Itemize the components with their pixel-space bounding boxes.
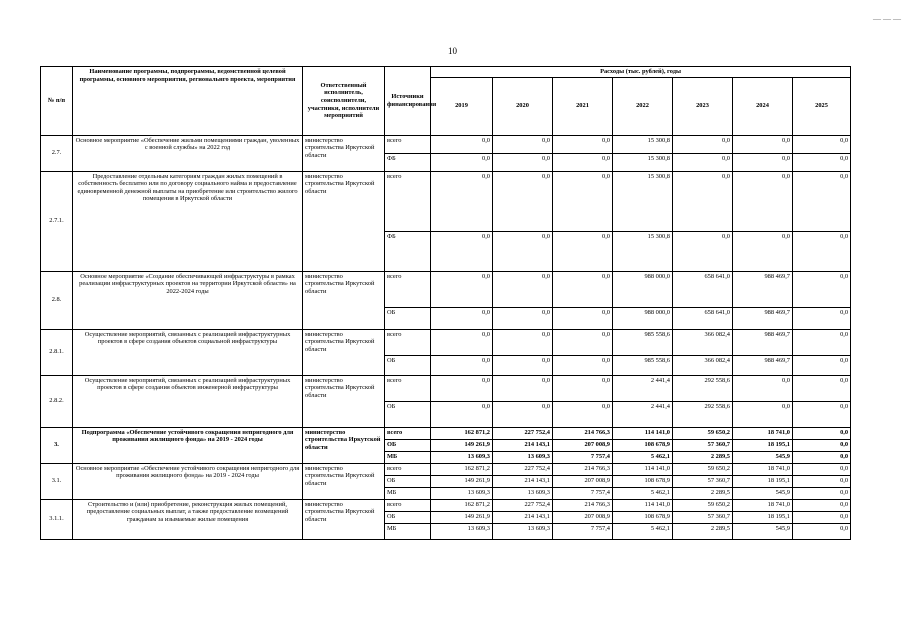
row-value: 207 008,9: [553, 475, 613, 487]
row-value: 0,0: [493, 401, 553, 427]
row-name: Основное мероприятие «Обеспечение устойчивого сокращения непригодного для проживания жилищного фонда» на 2019 - 2024 годы: [73, 463, 303, 499]
row-source: ФБ: [385, 153, 431, 171]
row-value: 985 558,6: [613, 329, 673, 355]
header-year: 2024: [733, 77, 793, 135]
table-row: [41, 271, 851, 307]
row-responsible: министерство строительства Иркутской области: [303, 375, 385, 427]
row-value: 0,0: [793, 511, 851, 523]
row-source: всего: [385, 135, 431, 153]
row-value: 15 300,8: [613, 171, 673, 231]
row-value: 162 871,2: [431, 499, 493, 511]
row-source: всего: [385, 171, 431, 231]
row-value: 988 000,0: [613, 307, 673, 329]
row-value: 0,0: [553, 329, 613, 355]
row-source: ОБ: [385, 511, 431, 523]
row-source: всего: [385, 463, 431, 475]
row-value: 108 678,9: [613, 439, 673, 451]
row-value: 0,0: [793, 523, 851, 539]
row-value: 18 195,1: [733, 439, 793, 451]
row-value: 59 650,2: [673, 463, 733, 475]
row-value: 207 008,9: [553, 439, 613, 451]
table-row: [41, 329, 851, 355]
row-value: 988 469,7: [733, 271, 793, 307]
row-value: 57 360,7: [673, 439, 733, 451]
row-value: 985 558,6: [613, 355, 673, 375]
row-value: 0,0: [673, 231, 733, 271]
row-value: 214 143,1: [493, 439, 553, 451]
row-value: 0,0: [793, 153, 851, 171]
row-value: 7 757,4: [553, 487, 613, 499]
row-value: 13 609,3: [431, 523, 493, 539]
row-responsible: министерство строительства Иркутской области: [303, 499, 385, 539]
row-value: 0,0: [793, 427, 851, 439]
row-value: 366 082,4: [673, 355, 733, 375]
row-value: 15 300,8: [613, 153, 673, 171]
row-value: 545,9: [733, 523, 793, 539]
row-value: 0,0: [493, 135, 553, 153]
row-value: 114 141,0: [613, 463, 673, 475]
row-source: всего: [385, 375, 431, 401]
header-year: 2021: [553, 77, 613, 135]
header-num: № п/п: [41, 67, 73, 136]
row-number: 2.8.1.: [41, 329, 73, 375]
row-value: 207 008,9: [553, 511, 613, 523]
row-value: 0,0: [493, 271, 553, 307]
row-value: 114 141,0: [613, 427, 673, 439]
row-value: 7 757,4: [553, 451, 613, 463]
row-source: ОБ: [385, 355, 431, 375]
row-number: 3.: [41, 427, 73, 463]
row-value: 0,0: [493, 153, 553, 171]
row-name: Подпрограмма «Обеспечение устойчивого сокращения непригодного для проживания жилищного фонда» на 2019 - 2024 годы: [73, 427, 303, 463]
row-value: 0,0: [793, 355, 851, 375]
row-value: 0,0: [793, 329, 851, 355]
row-value: 0,0: [733, 171, 793, 231]
row-name: Осуществление мероприятий, связанных с реализацией инфраструктурных проектов в сфере создания объектов социальной инфраструктуры: [73, 329, 303, 375]
row-value: 988 469,7: [733, 329, 793, 355]
row-source: всего: [385, 271, 431, 307]
row-value: 0,0: [793, 231, 851, 271]
row-value: 15 300,8: [613, 231, 673, 271]
row-value: 0,0: [553, 135, 613, 153]
row-value: 2 441,4: [613, 375, 673, 401]
row-value: 0,0: [553, 401, 613, 427]
row-source: ОБ: [385, 475, 431, 487]
row-number: 2.7.1.: [41, 171, 73, 271]
row-name: Основное мероприятие «Создание обеспечивающей инфраструктуры в рамках реализации инфраструктурных проектов на территории Иркутской области» на 2022-2024 годы: [73, 271, 303, 329]
row-source: МБ: [385, 451, 431, 463]
row-responsible: министерство строительства Иркутской области: [303, 463, 385, 499]
row-value: 0,0: [431, 153, 493, 171]
row-value: 149 261,9: [431, 439, 493, 451]
row-number: 3.1.1.: [41, 499, 73, 539]
table-row: [41, 171, 851, 231]
row-value: 0,0: [493, 355, 553, 375]
row-value: 13 609,3: [493, 487, 553, 499]
page-number: 10: [448, 46, 457, 56]
header-year: 2022: [613, 77, 673, 135]
row-value: 0,0: [431, 307, 493, 329]
row-value: 0,0: [793, 307, 851, 329]
row-value: 0,0: [493, 307, 553, 329]
header-year: 2019: [431, 77, 493, 135]
row-name: Осуществление мероприятий, связанных с реализацией инфраструктурных проектов в сфере создания объектов инженерной инфраструктуры: [73, 375, 303, 427]
row-value: 0,0: [553, 307, 613, 329]
row-source: ОБ: [385, 439, 431, 451]
row-name: Строительство и (или) приобретение, реконструкция жилых помещений, предоставление социальных выплат, а также предоставление возмещений гражданам за изымаемые жилые помещения: [73, 499, 303, 539]
row-value: 292 558,6: [673, 375, 733, 401]
row-source: МБ: [385, 523, 431, 539]
row-source: ОБ: [385, 307, 431, 329]
table-row: [41, 375, 851, 401]
row-value: 0,0: [493, 171, 553, 231]
row-value: 658 641,0: [673, 307, 733, 329]
table-row: [41, 427, 851, 439]
row-responsible: министерство строительства Иркутской области: [303, 427, 385, 463]
row-value: 57 360,7: [673, 511, 733, 523]
header-name: Наименование программы, подпрограммы, ведомственной целевой программы, основного мероприятия, региональнго проекта, мероприятия: [73, 67, 303, 136]
row-value: 13 609,3: [431, 487, 493, 499]
row-value: 0,0: [793, 271, 851, 307]
row-value: 59 650,2: [673, 499, 733, 511]
row-value: 18 741,0: [733, 463, 793, 475]
row-responsible: министерство строительства Иркутской области: [303, 271, 385, 329]
row-value: 18 195,1: [733, 475, 793, 487]
row-source: ОБ: [385, 401, 431, 427]
row-value: 0,0: [553, 231, 613, 271]
row-value: 2 289,5: [673, 487, 733, 499]
row-value: 214 766,3: [553, 499, 613, 511]
row-number: 2.7.: [41, 135, 73, 171]
header-expenses: Расходы (тыс. рублей), годы: [431, 67, 851, 78]
row-name: Предоставление отдельным категориям граждан жилых помещений в собственность бесплатно или по договору социального найма и предоставление единовременной денежной выплаты на приобретение или строительство жилого помещения в Иркутской области: [73, 171, 303, 271]
row-value: 988 000,0: [613, 271, 673, 307]
row-value: 0,0: [673, 135, 733, 153]
row-value: 545,9: [733, 487, 793, 499]
row-value: 0,0: [431, 171, 493, 231]
row-value: 162 871,2: [431, 463, 493, 475]
row-value: 0,0: [793, 401, 851, 427]
row-value: 292 558,6: [673, 401, 733, 427]
row-number: 2.8.2.: [41, 375, 73, 427]
row-value: 0,0: [431, 355, 493, 375]
row-value: 5 462,1: [613, 451, 673, 463]
row-value: 988 469,7: [733, 307, 793, 329]
row-source: всего: [385, 427, 431, 439]
expenses-table: [40, 66, 851, 540]
row-value: 0,0: [553, 271, 613, 307]
edge-mark: — — —: [873, 14, 901, 23]
header-responsible: Ответственный исполнитель, соисполнители, участники, исполнители мероприятий: [303, 67, 385, 136]
row-value: 0,0: [793, 475, 851, 487]
row-value: 227 752,4: [493, 463, 553, 475]
row-value: 18 195,1: [733, 511, 793, 523]
row-value: 0,0: [431, 231, 493, 271]
table-row: [41, 135, 851, 153]
row-name: Основное мероприятие «Обеспечение жильми помещениями граждан, уволенных с военной службы» на 2022 год: [73, 135, 303, 171]
row-value: 2 289,5: [673, 451, 733, 463]
table-row: [41, 463, 851, 475]
row-value: 0,0: [793, 135, 851, 153]
row-value: 15 300,8: [613, 135, 673, 153]
row-value: 0,0: [493, 375, 553, 401]
row-value: 214 143,1: [493, 475, 553, 487]
row-source: ФБ: [385, 231, 431, 271]
row-value: 5 462,1: [613, 523, 673, 539]
row-value: 0,0: [793, 439, 851, 451]
row-value: 214 766,3: [553, 463, 613, 475]
row-value: 0,0: [553, 355, 613, 375]
row-value: 18 741,0: [733, 427, 793, 439]
row-source: всего: [385, 329, 431, 355]
header-source: Источники финансирования: [385, 67, 431, 136]
row-value: 5 462,1: [613, 487, 673, 499]
row-value: 13 609,3: [493, 451, 553, 463]
row-value: 18 741,0: [733, 499, 793, 511]
row-value: 227 752,4: [493, 427, 553, 439]
row-value: 0,0: [553, 171, 613, 231]
row-value: 0,0: [673, 153, 733, 171]
row-responsible: министерство строительства Иркутской области: [303, 329, 385, 375]
row-value: 0,0: [431, 375, 493, 401]
row-value: 59 650,2: [673, 427, 733, 439]
row-responsible: министерство строительства Иркутской области: [303, 171, 385, 271]
row-value: 0,0: [793, 451, 851, 463]
row-responsible: министерство строительства Иркутской области: [303, 135, 385, 171]
row-value: 0,0: [493, 329, 553, 355]
row-number: 3.1.: [41, 463, 73, 499]
row-value: 0,0: [793, 463, 851, 475]
row-value: 366 082,4: [673, 329, 733, 355]
row-value: 7 757,4: [553, 523, 613, 539]
row-source: МБ: [385, 487, 431, 499]
row-value: 0,0: [793, 375, 851, 401]
row-value: 0,0: [733, 401, 793, 427]
row-number: 2.8.: [41, 271, 73, 329]
row-value: 214 766,3: [553, 427, 613, 439]
row-value: 13 609,3: [493, 523, 553, 539]
row-value: 108 678,9: [613, 475, 673, 487]
row-value: 0,0: [431, 401, 493, 427]
header-year: 2023: [673, 77, 733, 135]
row-value: 162 871,2: [431, 427, 493, 439]
row-value: 0,0: [733, 153, 793, 171]
row-value: 0,0: [733, 231, 793, 271]
row-value: 658 641,0: [673, 271, 733, 307]
row-value: 227 752,4: [493, 499, 553, 511]
row-value: 545,9: [733, 451, 793, 463]
row-value: 149 261,9: [431, 475, 493, 487]
row-value: 214 143,1: [493, 511, 553, 523]
row-value: 0,0: [431, 271, 493, 307]
row-value: 0,0: [733, 135, 793, 153]
row-value: 114 141,0: [613, 499, 673, 511]
header-year: 2025: [793, 77, 851, 135]
row-value: 13 609,3: [431, 451, 493, 463]
header-year: 2020: [493, 77, 553, 135]
table-row: [41, 499, 851, 511]
row-value: 149 261,9: [431, 511, 493, 523]
row-value: 0,0: [793, 171, 851, 231]
row-value: 988 469,7: [733, 355, 793, 375]
row-value: 0,0: [553, 153, 613, 171]
row-value: 0,0: [673, 171, 733, 231]
row-value: 0,0: [793, 487, 851, 499]
row-value: 108 678,9: [613, 511, 673, 523]
row-value: 0,0: [431, 135, 493, 153]
row-source: всего: [385, 499, 431, 511]
row-value: 0,0: [793, 499, 851, 511]
row-value: 57 360,7: [673, 475, 733, 487]
row-value: 0,0: [493, 231, 553, 271]
row-value: 0,0: [431, 329, 493, 355]
row-value: 2 289,5: [673, 523, 733, 539]
row-value: 2 441,4: [613, 401, 673, 427]
row-value: 0,0: [553, 375, 613, 401]
row-value: 0,0: [733, 375, 793, 401]
